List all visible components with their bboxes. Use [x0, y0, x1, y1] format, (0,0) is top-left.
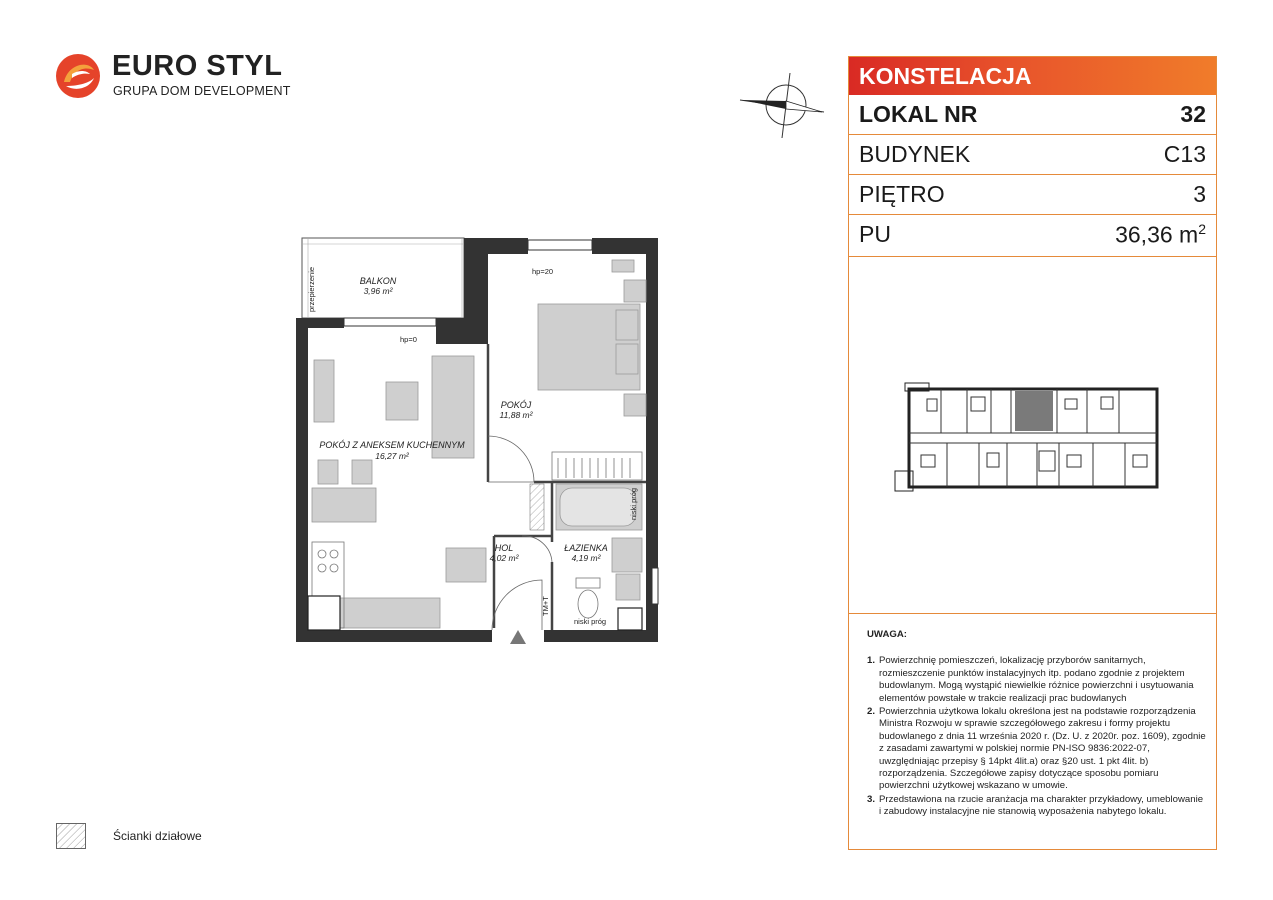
low-threshold-label: niski próg: [574, 617, 607, 626]
apartment-number-value: 32: [1180, 101, 1206, 127]
brand-subtitle: GRUPA DOM DEVELOPMENT: [113, 84, 291, 98]
room-name-bedroom: POKÓJ: [500, 400, 532, 410]
note-number: 3.: [867, 793, 876, 805]
row-floor: [849, 175, 1216, 215]
row-usable-area: [849, 215, 1216, 257]
note-number: 2.: [867, 706, 876, 718]
room-area-bedroom: 11,88 m²: [499, 410, 533, 420]
floor-key-plan: [849, 257, 1216, 614]
heating-elements: [552, 452, 642, 480]
note-number: 1.: [867, 655, 876, 667]
room-name-hall: HOL: [494, 543, 514, 553]
north-arrow-icon: [736, 70, 830, 140]
note-item: [867, 706, 1207, 793]
investment-name: KONSTELACJA: [849, 57, 1216, 95]
usable-area-label: PU: [859, 221, 891, 247]
row-apartment-number: [849, 95, 1216, 135]
partition-wall-legend-icon: [56, 823, 86, 849]
room-name-living-kitchen: POKÓJ Z ANEKSEM KUCHENNYM: [319, 440, 465, 450]
notes-title: UWAGA:: [867, 629, 907, 640]
room-area-balcony: 3,96 m²: [363, 286, 393, 296]
room-name-bathroom: ŁAZIENKA: [564, 543, 608, 553]
bathroom-fixtures: [576, 578, 600, 618]
note-text: Powierzchnię pomieszczeń, lokalizację przyborów sanitarnych, rozmieszczenie punktów instalacyjnych itp. podano zgodnie z projektem budowlanym. Mogą wystąpić niewielkie różnice powierzchni i usytuowania elementów powstałe w trakcie realizacji prac budowlanych: [879, 655, 1194, 704]
apartment-info-panel: [848, 56, 1217, 850]
floor-label: PIĘTRO: [859, 181, 945, 207]
low-threshold-label-2: niski próg: [629, 487, 638, 520]
key-plan-drawing: [887, 375, 1167, 499]
building-label: BUDYNEK: [859, 141, 971, 167]
room-area-bathroom: 4,19 m²: [571, 553, 601, 563]
note-text: Powierzchnia użytkowa lokalu określona jest na podstawie rozporządzenia Ministra Rozwoju w sprawie szczegółowego zakresu i formy projektu budowlanego z dnia 11 września 2020 r. (Dz. U. z 2020r. poz. 1609), zgodnie z zasadami zawartymi w polskiej normie PN-ISO 9836:2022-07, uwzględniając przepisy § 14pkt 4lit.a) oraz §20 ust. 1 pkt 4lit. b) rozporządzenia. Szczegółowe zapisy dotyczące sposobu pomiaru powierzchni użytkowej wskazano w umowie.: [879, 706, 1206, 792]
railing-label: przepierzenie: [307, 266, 316, 312]
legend-label: Ścianki działowe: [113, 829, 202, 843]
usable-area-unit-sup: 2: [1198, 221, 1206, 237]
room-area-hall: 4,02 m²: [489, 553, 519, 563]
sill-height-label-bedroom: hp=20: [532, 267, 554, 276]
floor-value: 3: [1193, 181, 1206, 207]
usable-area-number: 36,36 m: [1115, 221, 1199, 248]
row-building: [849, 135, 1216, 175]
apartment-number-label: LOKAL NR: [859, 101, 978, 127]
room-name-balcony: BALKON: [359, 276, 397, 286]
note-item: [867, 794, 1207, 819]
notes-section: [867, 629, 1207, 820]
euro-styl-logo-icon: [54, 52, 102, 100]
brand-name: EURO STYL: [112, 50, 283, 82]
usable-area-value: [1115, 221, 1206, 249]
sill-height-label-living: hp=0: [400, 335, 417, 344]
entrance-marker-icon: [510, 630, 526, 644]
note-item: [867, 655, 1207, 705]
selected-apartment-highlight: [1015, 391, 1053, 431]
washing-machine-label: TM+T: [541, 596, 550, 616]
room-area-living-kitchen: 16,27 m²: [375, 451, 409, 461]
note-text: Przedstawiona na rzucie aranżacja ma charakter przykładowy, umeblowanie i zabudowy instalacyjne nie stanowią wyposażenia nabytego lokalu.: [879, 793, 1204, 818]
building-value: C13: [1163, 141, 1206, 167]
apartment-floor-plan: [290, 232, 662, 650]
